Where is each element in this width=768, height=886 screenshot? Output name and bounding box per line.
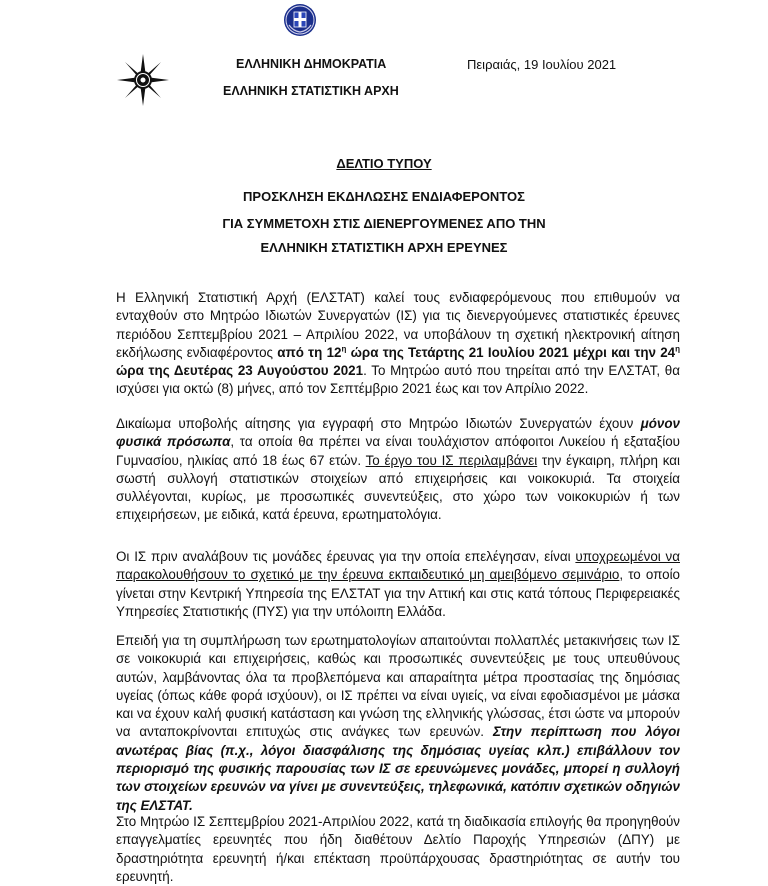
title-line-3: ΕΛΛΗΝΙΚΗ ΣΤΑΤΙΣΤΙΚΗ ΑΡΧΗ ΕΡΕΥΝΕΣ — [260, 240, 508, 255]
header-date: Πειραιάς, 19 Ιουλίου 2021 — [467, 57, 617, 72]
paragraph-2: Δικαίωμα υποβολής αίτησης για εγγραφή στο Μητρώο Ιδιωτών Συνεργατών έχουν μόνον φυσικά πρόσωπα, τα οποία θα πρέπει να είναι τουλάχιστον απόφοιτοι Λυκείου ή εξαταξίου Γυμνασίου, ηλικίας από 18 έως 67 ετών. Το έργο του ΙΣ περιλαμβάνει την έγκαιρη, πλήρη και σωστή συλλογή στατιστικών στοιχείων από επιχειρήσεις και νοικοκυριά. Τα στοιχεία συλλέγονται, κυρίως, με προσωπικές συνεντεύξεις, στο χώρο των νοικοκυριών ή των επιχειρήσεων, με ειδικά, κατά έρευνα, ερωτηματολόγια. — [116, 416, 680, 523]
title-line-2: ΓΙΑ ΣΥΜΜΕΤΟΧΗ ΣΤΙΣ ΔΙΕΝΕΡΓΟΥΜΕΝΕΣ ΑΠΟ ΤΗΝ — [222, 216, 546, 231]
elstat-star-logo-icon — [117, 54, 169, 106]
header-country: ΕΛΛΗΝΙΚΗ ΔΗΜΟΚΡΑΤΙΑ — [236, 57, 387, 71]
paragraph-1: Η Ελληνική Στατιστική Αρχή (ΕΛΣΤΑΤ) καλεί τους ενδιαφερόμενους που επιθυμούν να ενταχθούν στο Μητρώο Ιδιωτών Συνεργατών (ΙΣ) για τις διενεργούμενες στατιστικές έρευνες περιόδου Σεπτεμβρίου 2021 – Απριλίου 2022, να υποβάλουν τη σχετική ηλεκτρονική αίτηση εκδήλωσης ενδιαφέροντος από τη $12^\eta$ ώρα της Τετάρτης 21 Ιουλίου 2021 μέχρι και την $24^\eta$ ώρα της Δευτέρας 23 Αυγούστου 2021. Το Μητρώο αυτό που τηρείται από την ΕΛΣΤΑΤ, θα ισχύσει για οκτώ (8) μήνες, από τον Σεπτέμβριο 2021 έως και τον Απρίλιο 2022. — [116, 290, 681, 397]
paragraph-3: Οι ΙΣ πριν αναλάβουν τις μονάδες έρευνας για την οποία επελέγησαν, είναι υποχρεωμένοι να παρακολουθήσουν το σχετικό με την έρευνα εκπαιδευτικό μη αμειβόμενο σεμινάριο, το οποίο γίνεται στην Κεντρική Υπηρεσία της ΕΛΣΤΑΤ για την Αττική και στις κατά τόπους Περιφερειακές Υπηρεσίες Στατιστικής (ΠΥΣ) για την υπόλοιπη Ελλάδα. — [116, 549, 681, 619]
greek-coat-of-arms-icon — [283, 3, 317, 37]
paragraph-4: Επειδή για τη συμπλήρωση των ερωτηματολογίων απαιτούνται πολλαπλές μετακινήσεις των ΙΣ σε νοικοκυριά και επιχειρήσεις, καθώς και προσωπικές συνεντεύξεις με τους υπευθύνους αυτών, λαμβάνοντας όλα τα προβλεπόμενα και απαραίτητα μέτρα προστασίας της δημόσιας υγείας (όπως κάθε φορά ισχύουν), οι ΙΣ πρέπει να είναι υγιείς, να είναι εφοδιασμένοι με μάσκα και να έχουν καλή φυσική κατάσταση και γνώση της ελληνικής γλώσσας, έτσι ώστε να μπορούν να ανταποκρίνονται επιτυχώς στις ανάγκες των ερευνών. Στην περίπτωση που λόγοι ανωτέρας βίας (π.χ., λόγοι διασφάλισης της δημόσιας υγείας κλπ.) επιβάλλουν τον περιορισμό της φυσικής παρουσίας των ΙΣ σε ερευνώμενες μονάδες, μπορεί η συλλογή των στοιχείων ερευνών να γίνει με συνεντεύξεις, τηλεφωνικά, κατόπιν σχετικών οδηγιών της ΕΛΣΤΑΤ. — [116, 633, 680, 813]
doc-type: ΔΕΛΤΙΟ ΤΥΠΟΥ — [336, 156, 432, 171]
paragraph-5: Στο Μητρώο ΙΣ Σεπτεμβρίου 2021-Απριλίου 2022, κατά τη διαδικασία επιλογής θα προηγηθούν επαγγελματίες ερευνητές που ήδη διαθέτουν Δελτίο Παροχής Υπηρεσιών (ΔΠΥ) με δραστηριότητα ερευνητή ή/και επέκταση προϋπάρχουσας δραστηριότητας σε αυτήν του ερευνητή. — [116, 814, 680, 884]
header-agency: ΕΛΛΗΝΙΚΗ ΣΤΑΤΙΣΤΙΚΗ ΑΡΧΗ — [223, 84, 399, 98]
title-line-1: ΠΡΟΣΚΛΗΣΗ ΕΚΔΗΛΩΣΗΣ ΕΝΔΙΑΦΕΡΟΝΤΟΣ — [243, 189, 525, 204]
